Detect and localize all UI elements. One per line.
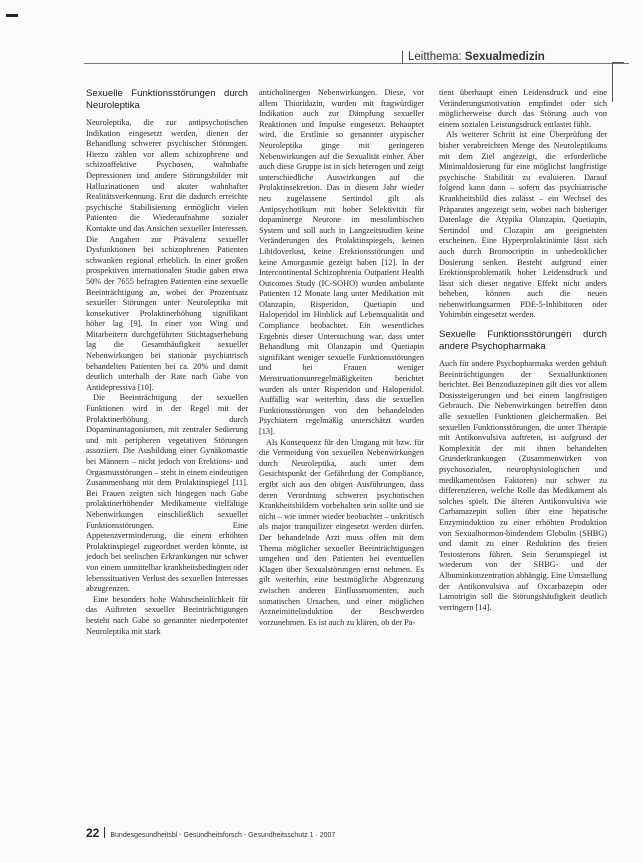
text-column-2 [259,88,424,628]
paragraph: anticholinergen Nebenwirkungen. Diese, vor allem Thioridazin, wurden mit fragwürdiger Indikation auch zur Dämpfung sexueller Reaktionen und Impulse eingesetzt. Behauptet wird, die Erstlinie so genannter atypischer Neuroleptika ginge mit geringeren Nebenwirkungen auf die Sexualität einher. Aber auch diese Gruppe ist in sich heterogen und zeigt unterschiedliche Auswirkungen auf die Prolaktinsekretion. Das in diesem Jahr wieder neu zugelassene Sertindol gilt als Antipsychotikum mit hoher Selektivität für dopaminerge Neurone im mesolimbischen System und soll auch in Langzeitstudien keine Veränderungen des Prolaktinspiegels, keinen Libidoverlust, keine Erektionsstörungen und keine Amorgasmie gezeigt haben [12]. In der Intercontinental Schizophrenia Outpatient Health Outcomes Study (IC-SOHO) wurden ambulante Patienten 12 Monate lang unter Medikation mit Olanzapin, Risperidon, Quetiapin und Haloperidol im Hinblick auf Lebensqualität und Compliance beobachtet. Ein wesentliches Ergebnis dieser Untersuchung war, dass unter Behandlung mit Olanzapin und Quetiapin signifikant weniger sexuelle Funktionsstörungen und bei Frauen weniger Menstruationsunregelmäßigkeiten berichtet wurden als unter Risperidon und Haloperidol. Auffällig war weiterhin, dass die sexuellen Funktionsstörungen von den behandelnden Psychiatern regelmäßig unterschätzt wurden [13]. [259,88,424,436]
running-header [408,51,545,63]
footer-separator [104,827,105,838]
text-column-3 [439,88,607,613]
section-heading-psychopharmaka: Sexuelle Funktionsstörungen durch andere Psychopharmaka [439,329,607,352]
header-topic: Sexualmedizin [464,51,545,63]
paragraph: Als Konsequenz für den Umgang mit bzw. für die Vermeidung von sexuellen Nebenwirkungen durch Neuroleptika, auch unter dem Gesichtspunkt der Gefährdung der Compliance, ergibt sich aus den obigen Ausführungen, dass deren Verordnung schweren psychotischen Krankheitsbildern vorbehalten sein sollte und sie nicht – wie immer wieder beobachtet – unkritisch als major tranquilizer eingesetzt werden dürfen. Der behandelnde Arzt muss offen mit dem Thema möglicher sexueller Beeinträchtigungen umgehen und den Patienten bei eventuellen Klagen über Sexualstörungen ernst nehmen. Es gilt weiterhin, eine bestmögliche Abgrenzung zwischen anderen Einflussmomenten, auch somatischen Ursachen, und einer möglichen Arzneimittelinduktion der Beschwerden vorzunehmen. Es ist auch zu klären, ob der Pa- [259,437,424,627]
header-rule [84,63,629,64]
page-number: 22 [86,826,100,840]
paragraph: Neuroleptika, die zur antipsychotischen Indikation eingesetzt werden, dienen der Behandlung schwerer psychischer Störungen. Hierzu zählen vor allem schizophrene und schizoaffektive Psychosen, wahnhafte Depressionen und andere Störungsbilder mit Halluzinationen und akuter wahnhafter Realitätsverkennung. Erst die dadurch erreichte psychische Stabilisierung ermöglicht vielen Patienten die Wiederaufnahme sozialer Kontakte und das Ansichen sexueller Interessen. Die Angaben zur Prävalenz sexueller Dysfunktionen bei schizophrenen Patienten schwanken regional erheblich. In einer großen prospektiven internationalen Studie gaben etwa 50% der 7655 befragten Patienten eine sexuelle Beeinträchtigung an, wobei der Prozentsatz sexueller Störungen unter Neuroleptika mit konsekutiver Prolaktinerhöhung signifikant höher lag [9]. In einer von Wing und Mitarbeitern durchgeführten Stichtagserhebung lag die Gesamthäufigkeit sexueller Nebenwirkungen bei stationär psychiatrisch behandelten Patienten bei ca. 20% und damit deutlich unterhalb der Rate nach Gabe von Antidepressiva [10]. [86,118,248,392]
header-separator [402,51,403,64]
scan-edge-mark-vertical [612,62,613,102]
scan-edge-mark [612,62,624,63]
scan-corner-mark [6,14,18,17]
paragraph: Eine besonders hohe Wahrscheinlichkeit für das Auftreten sexueller Beeinträchtigungen besteht nach Gabe so genannter niederpotenter Neuroleptika mit stark [86,594,248,636]
text-column-1 [86,88,248,637]
section-heading-neuroleptika: Sexuelle Funktionsstörungen durch Neuroleptika [86,88,248,111]
paragraph: tient überhaupt einen Leidensdruck und eine Veränderungsmotivation empfindet oder sich möglicherweise durch das Störung auch von einem sozialen Leistungsdruck entlastet fühlt. [439,88,607,129]
paragraph: Auch für andere Psychopharmaka werden gehäuft Beeinträchtigungen der Sexualfunktionen berichtet. Bei Benzodiazepinen gilt dies vor allem Dosissteigerungen und bei einem langfristigen Gebrauch. Die Nebenwirkungen betreffen dann alle sexuellen Funktionen gleichermaßen. Bei sexuellen Funktionsstörungen, die unter Therapie mit Antikonvulsiva auftreten, ist aufgrund der Komplexität der mit ihnen behandelten Grunderkrankungen (Zusammenwirken von psychosozialen, neurophysiologischen und medikamentösen Faktoren) nur schwer zu differenzieren, welche Rolle das Medikament als solches spielt. Die älteren Antikonvulsiva wie Carbamazepin sollen über eine hepatische Enzyminduktion zu einer erhöhten Produktion von Sexualhormon-bindendem Globulin (SHBG) und damit zu einer Reduktion des freien Testosterons führen. Sein Serumspiegel ist wiederum von der SHBG- und der Albuminkonzentration abhängig. Eine Umstellung der Antikonvulsiva auf Oxcarbazepin oder Lamotrigin soll die Störungshäufigkeit deutlich verringern [14]. [439,359,607,612]
paragraph: Die Beeinträchtigung der sexuellen Funktionen wird in der Regel mit der Prolaktinerhöhung durch Dopaminantagonismen, mit zentraler Sedierung und mit peripheren vegetativen Störungen assoziiert. Die Ausbildung einer Gynäkomastie bei Männern – nicht jedoch von Erektions- und Orgasmusstörungen – steht in einem eindeutigen Zusammenhang mit dem Prolaktinspiegel [11]. Bei Frauen zeigten sich hingegen nach Gabe prolaktinerhöhender Medikamente vielfältige Nebenwirkungen einschließlich sexueller Funktionsstörungen. Eine Appetenzverminderung, die einem erhöhten Prolaktinspiegel zugeordnet werden könnte, ist jedoch bei seelischen Erkrankungen nur schwer von einem unmittelbar krankheitsbedingten oder lebenssituativen Verlust des sexuellen Interesses abzugrenzen. [86,393,248,594]
journal-citation: Bundesgesundheitsbl - Gesundheitsforsch - Gesundheitsschutz 1 · 2007 [110,832,336,839]
paragraph: Als weiterer Schritt ist eine Überprüfung der bisher verabreichten Menge des Neuroleptikums mit dem Ziel angezeigt, die erforderliche Minimaldosierung für eine möglichst langfristige psychische Stabilität zu evaluieren. Darauf folgend kann dann – sofern das psychiatrische Krankheitsbild dies zulässt – ein Wechsel des Präparates angezeigt sein, wobei nach bisheriger Datenlage die Atypika Olanzapin, Quetiapin, Sertindol und Clozapin am geeignetsten erscheinen. Eine Hyperprolaktinämie lässt sich auch durch Bromocriptin in unbedenklicher Dosierung senken. Besteht aufgrund einer Erektionsproblematik hoher Leidensdruck und lässt sich dieser negative Effekt nicht anders beheben, können auch die neuen nebenwirkungsarmen PDE-5-Inhibitoren oder Yohimbin eingesetzt werden. [439,130,607,320]
page-footer [86,824,335,842]
header-prefix: Leitthema: [408,51,465,63]
